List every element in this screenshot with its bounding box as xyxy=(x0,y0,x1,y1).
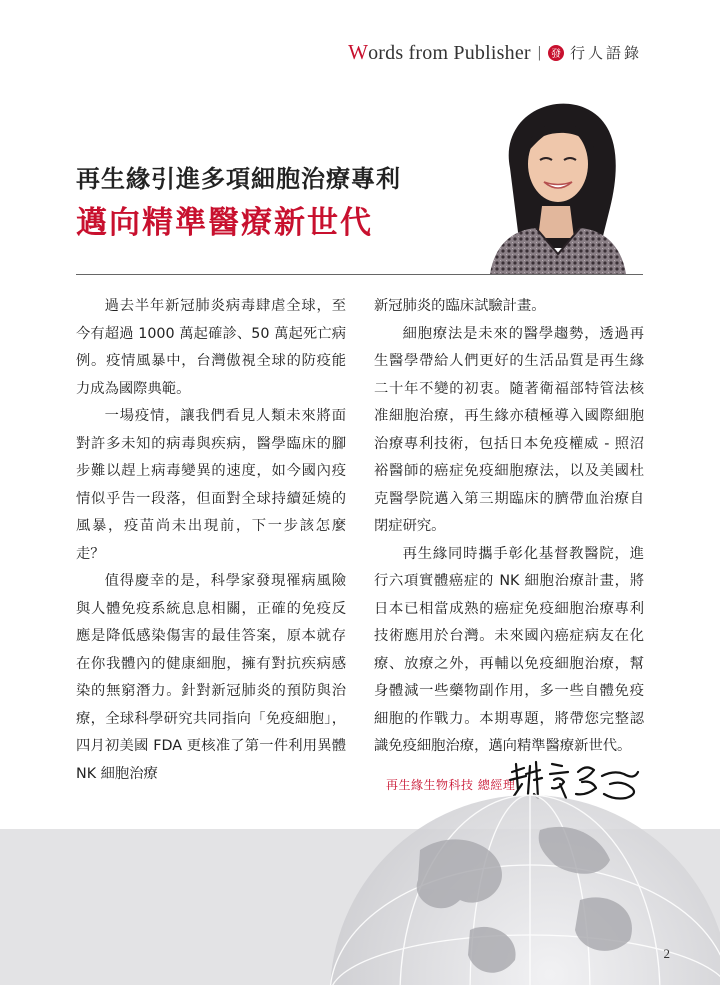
article-subtitle: 邁向精準醫療新世代 xyxy=(76,205,373,241)
article-title: 再生緣引進多項細胞治療專利 xyxy=(76,165,401,193)
header-separator: | xyxy=(537,43,541,61)
body-column-right xyxy=(374,293,644,761)
paragraph: 一場疫情，讓我們看見人類未來將面對許多未知的病毒與疾病，醫學臨床的腳步難以趕上病毒變異的速度，如今國內疫情似乎告一段落，但面對全球持續延燒的風暴，疫苗尚未出現前，下一步該怎麼走？ xyxy=(76,408,346,562)
seal-icon: 發 xyxy=(548,45,564,61)
globe-graphic xyxy=(300,770,720,985)
title-divider xyxy=(76,274,643,275)
page-number: 2 xyxy=(663,946,670,961)
author-portrait xyxy=(470,98,642,274)
section-title-english: Words from Publisher xyxy=(348,40,531,64)
section-title-chinese: 行人語錄 xyxy=(569,44,642,62)
section-header xyxy=(348,40,642,65)
paragraph: 過去半年新冠肺炎病毒肆虐全球，至今有超過 1000 萬起確診、50 萬起死亡病例。疫情風暴中，台灣傲視全球的防疫能力成為國際典範。 xyxy=(76,298,346,397)
paragraph-continued: 新冠肺炎的臨床試驗計畫。 xyxy=(374,298,546,314)
paragraph: 再生緣同時攜手彰化基督教醫院，進行六項實體癌症的 NK 細胞治療計畫，將日本已相當成熟的癌症免疫細胞治療專利技術應用於台灣。未來國內癌症病友在化療、放療之外，再輔以免疫細胞治療，幫身體減一些藥物副作用，多一些自體免疫細胞的作戰力。本期專題，將帶您完整認識免疫細胞治療，邁向精準醫療新世代。 xyxy=(374,545,644,754)
paragraph: 值得慶幸的是，科學家發現罹病風險與人體免疫系統息息相關，正確的免疫反應是降低感染傷害的最佳答案，原本就存在你我體內的健康細胞，擁有對抗疾病感染的無窮潛力。針對新冠肺炎的預防與治療，全球科學研究共同指向「免疫細胞」，四月初美國 FDA 更核准了第一件利用異體 NK 細胞治療 xyxy=(76,573,346,782)
paragraph: 細胞療法是未來的醫學趨勢，透過再生醫學帶給人們更好的生活品質是再生緣二十年不變的初衷。隨著衛福部特管法核准細胞治療，再生緣亦積極導入國際細胞治療專利技術，包括日本免疫權威 - 照沼裕醫師的癌症免疫細胞療法，以及美國杜克醫學院邁入第三期臨床的臍帶血治療自閉症研究。 xyxy=(374,325,644,534)
signoff-title: 再生緣生物科技 總經理 xyxy=(386,778,516,792)
body-column-left xyxy=(76,293,346,788)
